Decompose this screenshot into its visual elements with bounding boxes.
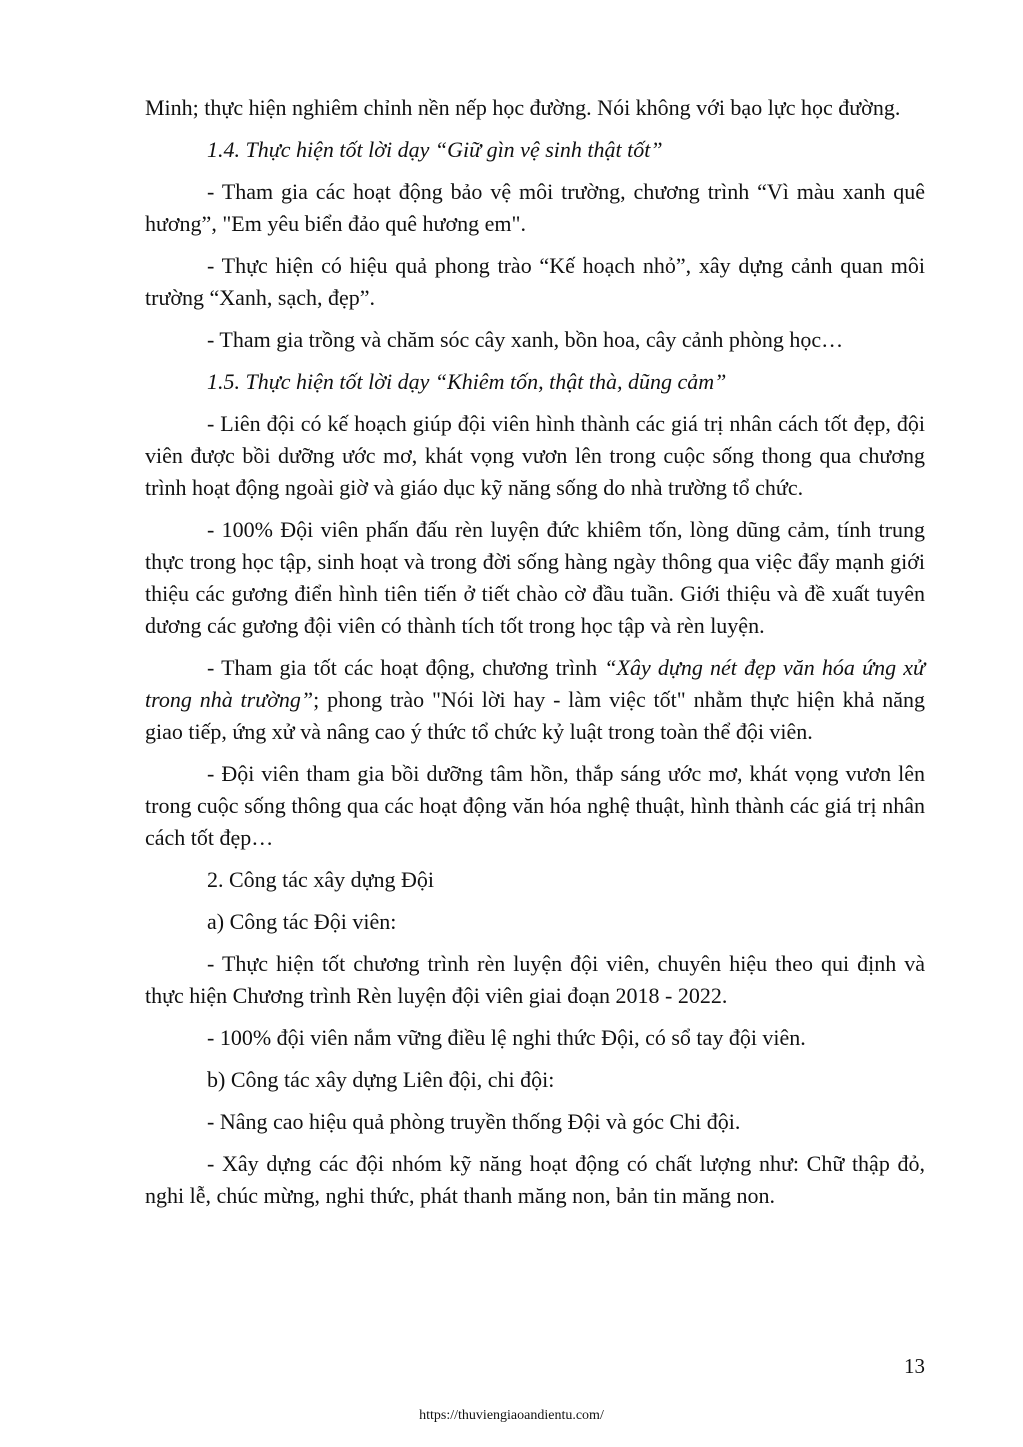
paragraph: - Liên đội có kế hoạch giúp đội viên hình thành các giá trị nhân cách tốt đẹp, đội viên được bồi dưỡng ước mơ, khát vọng vươn lên trong cuộc sống thong qua chương trình hoạt động ngoài giờ và giáo dục kỹ năng sống do nhà trường tổ chức. xyxy=(145,411,925,500)
paragraph-post-text: ; phong trào "Nói lời hay - làm việc tốt" nhằm thực hiện khả năng giao tiếp, ứng xử và nâng cao ý thức tổ chức kỷ luật trong toàn thể đội viên. xyxy=(145,687,925,744)
paragraph-italic-text: “Xây dựng nét đẹp văn hóa ứng xử trong nhà trường” xyxy=(145,655,925,712)
paragraph: - Thực hiện có hiệu quả phong trào “Kế hoạch nhỏ”, xây dựng cảnh quan môi trường “Xanh, sạch, đẹp”. xyxy=(145,253,925,310)
document-body xyxy=(145,92,925,1222)
section-heading-1-4: 1.4. Thực hiện tốt lời dạy “Giữ gìn vệ sinh thật tốt” xyxy=(207,137,663,162)
paragraph-pre-text: - Tham gia tốt các hoạt động, chương trình xyxy=(207,655,605,680)
paragraph: - Xây dựng các đội nhóm kỹ năng hoạt động có chất lượng như: Chữ thập đỏ, nghi lễ, chúc mừng, nghi thức, phát thanh măng non, bản tin măng non. xyxy=(145,1151,925,1208)
paragraph-continuation: Minh; thực hiện nghiêm chỉnh nền nếp học đường. Nói không với bạo lực học đường. xyxy=(145,95,901,120)
page-number: 13 xyxy=(904,1354,925,1378)
paragraph: - 100% đội viên nắm vững điều lệ nghi thức Đội, có sổ tay đội viên. xyxy=(207,1025,806,1050)
section-heading-1-5: 1.5. Thực hiện tốt lời dạy “Khiêm tốn, thật thà, dũng cảm” xyxy=(207,369,727,394)
paragraph: - Tham gia các hoạt động bảo vệ môi trường, chương trình “Vì màu xanh quê hương”, "Em yêu biển đảo quê hương em". xyxy=(145,179,925,236)
paragraph: - 100% Đội viên phấn đấu rèn luyện đức khiêm tốn, lòng dũng cảm, tính trung thực trong học tập, sinh hoạt và trong đời sống hàng ngày thông qua việc đẩy mạnh giới thiệu các gương điển hình tiên tiến ở tiết chào cờ đầu tuần. Giới thiệu và đề xuất tuyên dương các gương đội viên có thành tích tốt trong học tập và rèn luyện. xyxy=(145,517,925,638)
paragraph-mixed xyxy=(145,652,925,748)
subsection-heading-b: b) Công tác xây dựng Liên đội, chi đội: xyxy=(207,1067,555,1092)
paragraph: - Đội viên tham gia bồi dưỡng tâm hồn, thắp sáng ước mơ, khát vọng vươn lên trong cuộc sống thông qua các hoạt động văn hóa nghệ thuật, hình thành các giá trị nhân cách tốt đẹp… xyxy=(145,761,925,850)
subsection-heading-a: a) Công tác Đội viên: xyxy=(207,909,397,934)
footer-url: https://thuviengiaoandientu.com/ xyxy=(419,1408,604,1423)
section-heading-2: 2. Công tác xây dựng Đội xyxy=(207,867,435,892)
paragraph: - Nâng cao hiệu quả phòng truyền thống Đội và góc Chi đội. xyxy=(207,1109,741,1134)
paragraph: - Tham gia trồng và chăm sóc cây xanh, bồn hoa, cây cảnh phòng học… xyxy=(207,327,844,352)
paragraph: - Thực hiện tốt chương trình rèn luyện đội viên, chuyên hiệu theo qui định và thực hiện Chương trình Rèn luyện đội viên giai đoạn 2018 - 2022. xyxy=(145,951,925,1008)
